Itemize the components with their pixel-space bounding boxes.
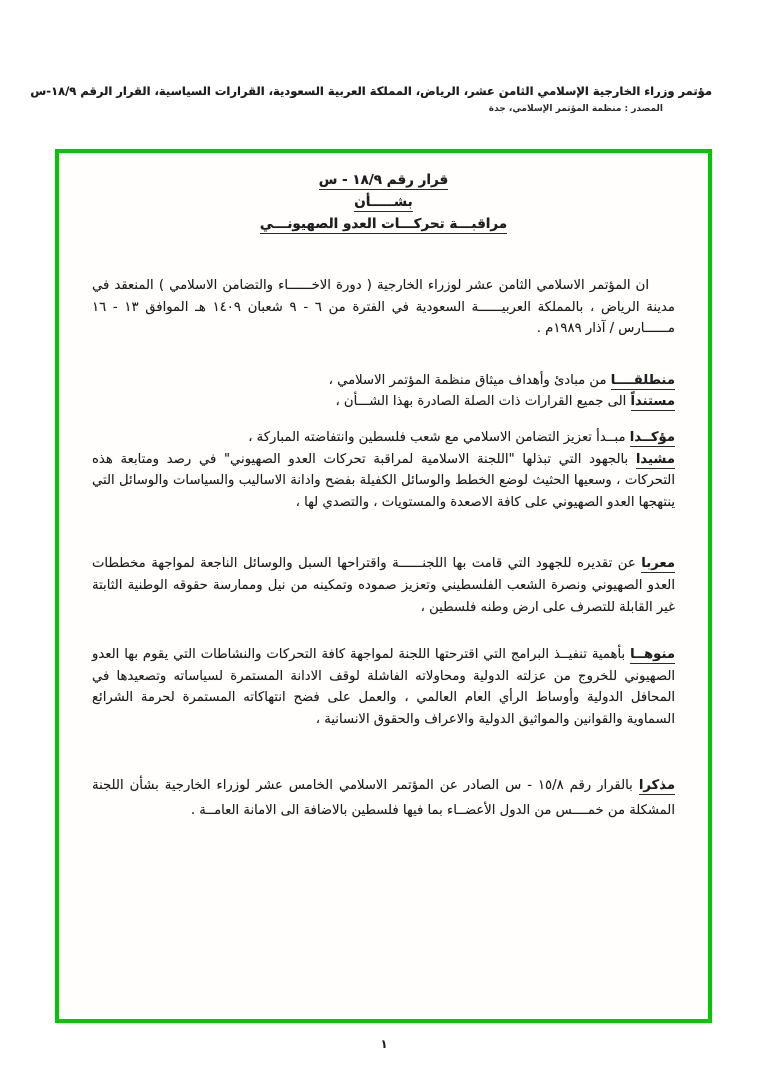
resolution-number-title <box>92 169 675 191</box>
resolution-number-text: قرار رقم ١٨/٩ - س <box>318 172 449 188</box>
clause-text: مبــدأ تعزيز التضامن الاسلامي مع شعب فلسطين وانتفاضته المباركة ، <box>248 429 630 445</box>
clause-paragraph-munawwihan <box>92 644 675 730</box>
clause-lead: منوهــا <box>630 647 675 663</box>
clause-text: بأهمية تنفيــذ البرامج التي اقترحتها اللجنة لمواجهة كافة التحركات والنشاطات التي يقوم بها العدو الصهيوني للخروج من عزلته الدولية ومحاولاته الفاشلة لوقف الادانة المستمرة لسياساته وتصعيدها في المحافل الدولية وأوساط الرأي العام العالمي ، والعمل على فضح انتهاكاته المستمرة لحرمة الشرائع السماوية والقوانين والمواثيق الدولية والاعراف والحقوق الانسانية ، <box>92 647 675 727</box>
clause-lead: منطلقــــا <box>610 372 675 388</box>
clause-paragraph-mushidan <box>92 449 675 514</box>
subject-label-text: بشـــــأن <box>354 194 413 210</box>
clause-paragraph-montaliqan <box>92 370 675 392</box>
clause-text: الى جميع القرارات ذات الصلة الصادرة بهذا الشـــأن ، <box>335 394 631 410</box>
clause-lead: معربا <box>641 556 675 572</box>
clause-paragraph-muakkidan <box>92 427 675 449</box>
scan-frame <box>55 149 712 1023</box>
intro-paragraph: ان المؤتمر الاسلامي الثامن عشر لوزراء الخارجية ( دورة الاخــــــاء والتضامن الاسلامي ) المنعقد في مدينة الرياض ، بالمملكة العربيــــــة السعودية في الفترة من ٦ - ٩ شعبان ١٤٠٩ هـ الموافق ١٣ - ١٦ مــــــارس / آذار ١٩٨٩م . <box>92 278 675 337</box>
clause-lead: مستنداً <box>630 394 675 410</box>
header-title: مؤتمر وزراء الخارجية الإسلامي الثامن عشر، الرياض، المملكة العربية السعودية، القرارات السياسية، القرار الرقم ١٨/٩-س <box>30 84 712 98</box>
clause-lead: مشيدا <box>635 451 675 467</box>
subject-title-text: مراقبـــة تحركـــات العدو الصهيونـــي <box>259 216 508 232</box>
clause-text: بالقرار رقم ١٥/٨ - س الصادر عن المؤتمر الاسلامي الخامس عشر لوزراء الخارجية بشأن اللجنة المشكلة من خمــــس من الدول الأعضــاء بما فيها فلسطين بالاضافة الى الامانة العامــة . <box>92 777 675 818</box>
page-number: ١ <box>380 1037 388 1051</box>
clause-paragraph-muriban <box>92 553 675 618</box>
clause-lead: مؤكــدا <box>629 429 675 445</box>
subject-title <box>92 213 675 235</box>
clause-text: من مبادئ وأهداف ميثاق منظمة المؤتمر الاسلامي ، <box>328 372 611 388</box>
header-source: المصدر : منظمة المؤتمر الإسلامي، جدة <box>488 104 663 114</box>
clause-text: عن تقديره للجهود التي قامت بها اللجنــــــة واقتراحها السبل والوسائل الناجعة لمواجهة مخططات العدو الصهيوني ونصرة الشعب الفلسطيني وتعزيز صموده وتمكينه من نيل وممارسة حقوقه الوطنية الثابتة غير القابلة للتصرف على ارض وطنه فلسطين ، <box>92 556 675 615</box>
clause-paragraph-mudhakkiran <box>92 773 675 823</box>
subject-label <box>92 191 675 213</box>
document-body <box>92 275 675 823</box>
title-block <box>92 169 675 235</box>
clause-text: بالجهود التي تبذلها "اللجنة الاسلامية لمراقبة تحركات العدو الصهيوني" في رصد ومتابعة هذه التحركات ، وسعيها الحثيث لوضع الخطط والوسائل الكفيلة بفضح وادانة الاساليب والسياسات والوسائل التي ينتهجها العدو الصهيوني على كافة الاصعدة والمستويات ، والتصدي لها ، <box>92 451 675 510</box>
clause-lead: مذكرا <box>638 777 675 793</box>
clause-paragraph-mustanidan <box>92 391 675 413</box>
